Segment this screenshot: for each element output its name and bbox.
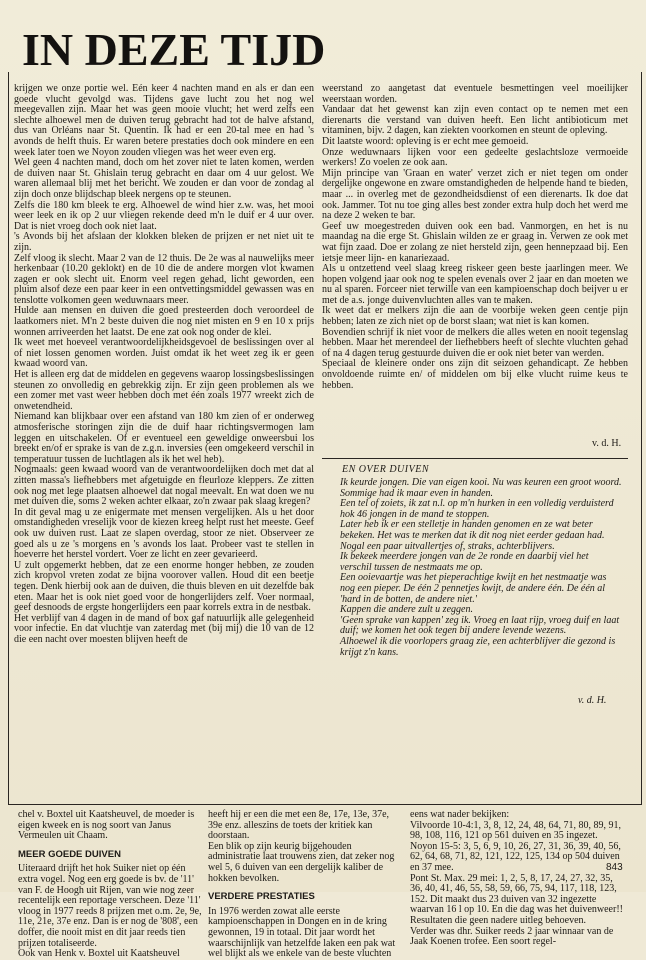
paragraph: Vilvoorde 10-4:1, 3, 8, 12, 24, 48, 64, 71, 80, 89, 91, 98, 108, 116, 121 op 561 duiven en 35 ingezet. — [410, 819, 622, 842]
sidebar-signature: v. d. H. — [578, 695, 607, 706]
paragraph: Pont St. Max. 29 mei: 1, 2, 5, 8, 17, 24, 27, 32, 35, 36, 40, 41, 46, 55, 58, 59, 66, 75, 94, 117, 118, 123, 152. Dit maakt dus 23 duiven van 32 ingezette waarvan 16 l op 10. En die dag was het duivenweer!! — [410, 872, 623, 916]
page-number: 843 — [606, 862, 623, 873]
page-title: IN DEZE TIJD — [22, 24, 326, 75]
section-heading: VERDERE PRESTATIES — [208, 891, 315, 903]
paragraph: krijgen we onze portie wel. Eén keer 4 nachten mand en als er dan een goede vlucht gevolgd was. Tijdens gave lucht zou het nog wel meegevallen zijn. Maar het was geen mooie vlucht; het werd zelfs een slechte alhoewel men de duiven terug gebracht had tot de halve afstand, dus van Orléans naar St. Quentin. Ik had er een 20-tal mee en had 's avonds de helft thuis. Er waren betere prestaties doch ook mindere en een week later toen we Noyon zouden vliegen was het weer even erg. — [14, 83, 314, 158]
paragraph: Ik weet dat er melkers zijn die aan de voorbije weken geen centje pijn hebben; laten ze zich niet op de borst slaan; wat niet is kan komen. — [322, 305, 628, 328]
paragraph: Verder was dhr. Suiker reeds 2 jaar winnaar van de Jaak Koenen trofee. Een soort regel- — [410, 925, 614, 948]
paragraph: Vandaar dat het gewenst kan zijn even contact op te nemen met een dierenarts die verstand van duiven heeft. Een licht antibioticum met vitaminen, bijv. 2 dagen, kan ziekten voorkomen en steunt de opleving. — [322, 104, 628, 137]
paragraph: Nogmaals: geen kwaad woord van de verantwoordelijken doch met dat al zitten massa's liefhebbers met afgetuigde en fleurloze kleppers. Ze zitten ook nog met lege plaatsen alhoewel dat nogal meevalt. En wat doen we nu met duiven die, soms 2 weken achter elkaar, zo'n zwaar pak slaag kregen? — [14, 464, 314, 508]
paragraph: 's Avonds bij het afslaan der klokken bleken de prijzen er net niet uit te zijn. — [14, 231, 314, 253]
sidebar-paragraph: Een ooievaartje was het pieperachtige kwijt en het nestmaatje was nog een pieper. De één 2 pennetjes kwijt, de andere één. De één al 'hard in de botten, de andere niet.' — [340, 572, 607, 605]
bottom-column-3 — [410, 810, 626, 948]
paragraph: In dit geval mag u ze enigermate met mensen vergelijken. Als u het door omstandigheden vreselijk voor de kiezen kreeg helpt rust het meeste. Geef ook uw duiven rust. Laat ze slapen overdag, stoor ze niet. Observeer ze goed als u ze 's morgens en 's avonds los laat. Probeer vast te stellen in hoeverre het herstel vordert. Voer ze licht en zeer gevarieerd. — [14, 506, 314, 561]
section-heading: MEER GOEDE DUIVEN — [18, 848, 121, 860]
paragraph: Noyon 15-5: 3, 5, 6, 9, 10, 26, 27, 31, 36, 39, 40, 56, 62, 64, 68, 71, 82, 121, 122, 125, 134 op 504 duiven en 37 mee. — [410, 840, 621, 873]
sidebar-paragraph: Ik bekeek meerdere jongen van de 2e ronde en daarbij viel het verschil tussen de nestmaats me op. — [340, 551, 589, 573]
bottom-column-2 — [208, 810, 404, 960]
sidebar-paragraph: Later heb ik er een stelletje in handen genomen en ze wat beter bekeken. Het was te merken dat ik dit nog niet eerder gedaan had. Nogal een paar uitvallertjes of, straks, achterblijvers. — [340, 519, 605, 552]
paragraph: In 1976 werden zowat alle eerste kampioenschappen in Dongen en in de kring gewonnen, 19 in totaal. Dit jaar wordt het waarschijnlijk van hetzelfde laken een pak wat wel blijkt als we enkele van de beste vluchten — [208, 905, 396, 960]
paragraph: Dit laatste woord: opleving is er echt mee gemoeid. — [322, 135, 529, 147]
paragraph: Speciaal de kleinere onder ons zijn dit seizoen gehandicapt. Ze hebben onvoldoende ruimte en/ of middelen om bij elke vlucht ruime keus te hebben. — [322, 358, 628, 391]
paragraph: chel v. Boxtel uit Kaatsheuvel, de moeder is eigen kweek en is nog soort van Janus Vermeulen uit Chaam. — [18, 809, 195, 842]
paragraph: weerstand zo aangetast dat eventuele besmettingen veel moeilijker weerstaan worden. — [322, 83, 628, 105]
paragraph: Niemand kan blijkbaar over een afstand van 180 km zien of er onderweg atmosferische storingen zijn die de duif haar richtingsvermogen lam leggen en uitschakelen. Of er eventueel een geweldige onweersbui los breekt en/of er sprake is van de z.g.n. inversies (een omgekeerd verschil in temperatuur tussen de luchtlagen als ik het wel heb). — [14, 411, 314, 465]
paragraph: Een blik op zijn keurig bijgehouden administratie laat trouwens zien, dat zeker nog wel 5, 6 duiven van een dergelijk kaliber de hokken bevolken. — [208, 840, 395, 884]
paragraph: Het is alleen erg dat de middelen en gegevens waarop lossingsbeslissingen steunen zo onvolledig en gebrekkig zijn. Er zijn geen problemen als we een zomer met vast weer hebben doch met één zoals 1977 wreekt zich de onwetendheid. — [14, 369, 314, 412]
paragraph: Mijn principe van 'Graan en water' verzet zich er niet tegen om onder dergelijke ongewone en zware omstandigheden de helpende hand te bieden, maar ... in overleg met de gezondheidsdienst of een dierenarts. Ik doe dat ook. Jammer. Tot nu toe ging alles best zonder extra hulp doch het werd me na deze 2 weken te bar. — [322, 167, 628, 222]
column-left — [14, 84, 314, 645]
column-right — [322, 84, 628, 391]
sidebar-paragraph: Kappen die andere zult u zeggen. — [340, 604, 473, 616]
sidebar-paragraph: Ik keurde jongen. Die van eigen kooi. Nu was keuren een groot woord. Sommige had ik maar even in handen. — [340, 477, 622, 499]
paragraph: Zelf vloog ik slecht. Maar 2 van de 12 thuis. De 2e was al nauwelijks meer herkenbaar (10.20 geklokt) en de 10 die de andere morgen vlot kwamen zagen er ook slecht uit. Enorm veel regen gehad, licht geworden, een pluim alsof deze een paar keer in een ontvettingsmiddel gewassen was en tenslotte volkomen geen weduwnaars meer. — [14, 252, 314, 306]
paragraph: Ook van Henk v. Boxtel uit Kaatsheuvel — [18, 948, 180, 960]
paragraph: Geef uw moegestreden duiven ook een bad. Vanmorgen, en het is nu maandag na die erge St. Ghislain wilden ze er graag in. Verwen ze ook met wat fijn zaad. Doe er zolang ze niet hersteld zijn, geen hennepzaad bij. Een ietsje meer lijn- en kanariezaad. — [322, 220, 628, 264]
paragraph: Bovendien schrijf ik niet voor de melkers die alles weten en nooit tegenslag hebben. Maar het merendeel der liefhebbers heeft of slechte vluchten gehad of na 4 dagen terug gestuurde duiven die er ook niet beter van werden. — [322, 326, 628, 359]
paragraph: Het verblijf van 4 dagen in de mand of box gaf natuurlijk alle gelegenheid voor infectie. En dat vluchtje van zaterdag met (bij mij) die 10 van de 12 die een nacht over moesten blijven heeft de — [14, 612, 314, 645]
paragraph: Als u ontzettend veel slaag kreeg riskeer geen beste jaarlingen meer. We hopen volgend jaar ook nog te spelen evenals over 2 jaar en dan moeten we nu al sparen. Forceer niet terwille van een kampioenschap doch beijver u er met de a.s. jonge duivenvluchten alles van te maken. — [322, 263, 628, 306]
sidebar-text — [340, 478, 622, 658]
paragraph: Wel geen 4 nachten mand, doch om het zover niet te laten komen, werden de duiven naar St. Ghislain terug gebracht en daar om 4 uur gelost. We waren allemaal blij met het bericht. We zouden er dan voor de zondag al zijn doch onze blijdschap bleek nergens op te steunen. — [14, 157, 314, 200]
paragraph: Hulde aan mensen en duiven die goed presteerden doch veroordeel de laatkomers niet. M'n 2 beste duiven die nog niet misten en 9 en 10 x prijs wonnen arriveerden het laatst. De ene zat ook nog onder de klei. — [14, 305, 314, 338]
paragraph: Onze weduwnaars lijken voor een gedeelte geslachtsloze vermoeide werkers! Zo voelen ze ook aan. — [322, 146, 628, 169]
paragraph: eens wat nader bekijken: — [410, 809, 510, 820]
bottom-column-1 — [18, 810, 204, 960]
paragraph: U zult opgemerkt hebben, dat ze een enorme honger hebben, ze zouden zich kropvol vreten zodat ze bijna voorover vallen. Houd dit een beetje tegen. Denk hierbij ook aan de duiven, die thuis bleven en uit dezelfde bak eten. Maar het is ook niet goed voor de hongerlijders zelf. Voer normaal, geef desnoods de ergste hongerlijders een paar korrels extra in de nestbak. — [14, 559, 314, 614]
sidebar-paragraph: 'Geen sprake van kappen' zeg ik. Vroeg en laat rijp, vroeg duif en laat duif; we komen het ook tegen bij andere levende wezens. — [340, 614, 620, 637]
sidebar-paragraph: Een tel of zoiets, ik zat n.l. op m'n hurken in een volledig verduisterd hok 46 jongen in de mand te stoppen. — [340, 498, 614, 520]
paragraph: heeft hij er een die met een 8e, 17e, 13e, 37e, 39e enz. alleszins de toets der kritiek kan doorstaan. — [208, 809, 390, 842]
paragraph: Uiteraard drijft het hok Suiker niet op één extra vogel. Nog een erg goede is bv. de '11' van F. de Hoogh uit Rijen, van wie nog zeer recentelijk een reportage verscheen. Deze '11' vloog in 1977 reeds 8 prijzen met o.m. 2e, 9e, 11e, 21e, 37e enz. Dan is er nog de '808', een doffer, die nooit mist en dit jaar reeds tien prijzen totaliseerde. — [18, 863, 202, 949]
paragraph: Resultaten die geen nadere uitleg behoeven. — [410, 914, 587, 926]
author-signature: v. d. H. — [592, 438, 622, 449]
paragraph: Zelfs die 180 km bleek te erg. Alhoewel de wind hier z.w. was, het mooi weer leek en ik op 2 uur vliegen rekende deed m'n le duif er 4 uur over. Dat is niet vroeg doch ook niet laat. — [14, 199, 314, 232]
paragraph: Ik weet met hoeveel verantwoordelijkheidsgevoel de beslissingen over al of niet lossen genomen worden. Juist omdat ik het weet zeg ik er geen kwaad woord van. — [14, 337, 314, 370]
sidebar-paragraph: Alhoewel ik die voorlopers graag zie, een achterblijver die gezond is krijgt z'n kans. — [340, 635, 616, 658]
sidebar-title: EN OVER DUIVEN — [342, 464, 429, 475]
